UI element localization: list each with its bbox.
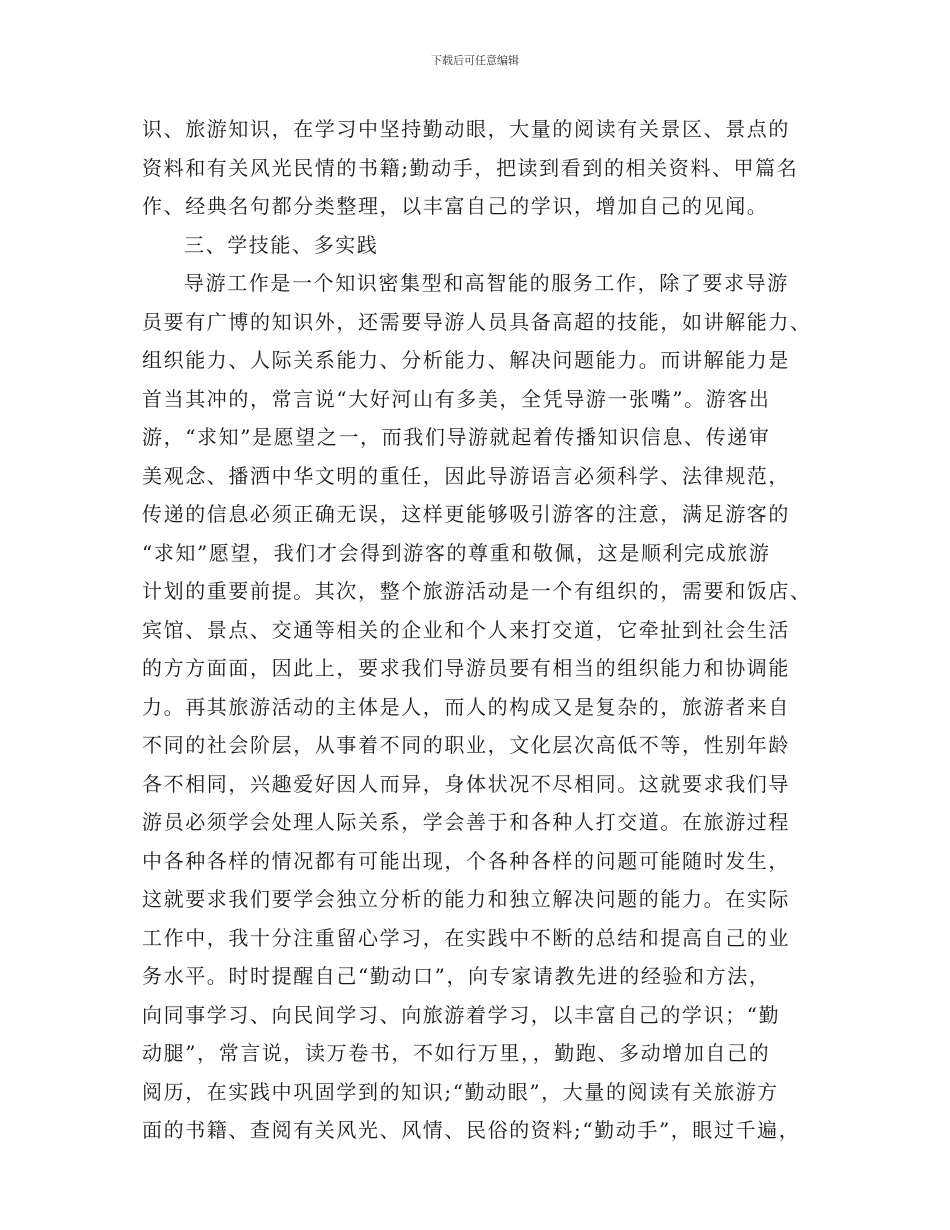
- page-header: 下载后可任意编辑: [431, 54, 519, 67]
- text-line: 游，“求知”是愿望之一，而我们导游就起着传播知识信息、传递审: [142, 425, 771, 449]
- text-line: 宾馆、景点、交通等相关的企业和个人来打交道，它牵扯到社会生活: [142, 617, 790, 642]
- text-line: 游员必须学会处理人际关系，学会善于和各种人打交道。在旅游过程: [142, 810, 790, 834]
- text-line: 三、学技能、多实践: [184, 232, 379, 257]
- text-line: 中各种各样的情况都有可能出现，个各种各样的问题可能随时发生，: [142, 848, 790, 873]
- text-line: 组织能力、人际关系能力、分析能力、解决问题能力。而讲解能力是: [142, 348, 790, 372]
- text-line: 各不相同，兴趣爱好因人而异，身体状况不尽相同。这就要求我们导: [142, 771, 790, 796]
- text-line: “求知”愿望，我们才会得到游客的尊重和敬佩，这是顺利完成旅游: [142, 540, 771, 565]
- text-line: 传递的信息必须正确无误，这样更能够吸引游客的注意，满足游客的: [142, 502, 790, 526]
- text-line: 美观念、播洒中华文明的重任，因此导游语言必须科学、法律规范，: [142, 463, 790, 488]
- text-line: 计划的重要前提。其次，整个旅游活动是一个有组织的，需要和饭店、: [142, 579, 812, 603]
- text-line: 作、经典名句都分类整理，以丰富自己的学识，增加自己的见闻。: [142, 194, 769, 218]
- text-line: 员要有广博的知识外，还需要导游人员具备高超的技能，如讲解能力、: [142, 309, 812, 334]
- text-line: 这就要求我们要学会独立分析的能力和独立解决问题的能力。在实际: [142, 887, 790, 911]
- text-line: 力。再其旅游活动的主体是人，而人的构成又是复杂的，旅游者来自: [142, 694, 790, 719]
- text-line: 面的书籍、查阅有关风光、风情、民俗的资料;“勤动手”，眼过千遍，: [142, 1118, 801, 1142]
- text-line: 不同的社会阶层，从事着不同的职业，文化层次高低不等，性别年龄: [142, 733, 790, 757]
- text-line: 识、旅游知识，在学习中坚持勤动眼，大量的阅读有关景区、景点的: [142, 117, 790, 141]
- text-line: 动腿”，常言说，读万卷书，不如行万里，，勤跑、多动增加自己的: [142, 1041, 771, 1065]
- text-line: 向同事学习、向民间学习、向旅游着学习，以丰富自己的学识；“勤: [142, 1002, 781, 1027]
- text-line: 的方方面面，因此上，要求我们导游员要有相当的组织能力和协调能: [142, 656, 790, 680]
- text-line: 导游工作是一个知识密集型和高智能的服务工作，除了要求导游: [184, 271, 789, 295]
- text-line: 工作中，我十分注重留心学习，在实践中不断的总结和提高自己的业: [142, 925, 790, 950]
- text-line: 务水平。时时提醒自己“勤动口”，向专家请教先进的经验和方法，: [142, 964, 771, 988]
- text-line: 资料和有关风光民情的书籍;勤动手，把读到看到的相关资料、甲篇名: [142, 155, 799, 180]
- body-text: [142, 110, 832, 1150]
- text-line: 阅历，在实践中巩固学到的知识;“勤动眼”，大量的阅读有关旅游方: [142, 1079, 779, 1104]
- text-line: 首当其冲的，常言说“大好河山有多美，全凭导游一张嘴”。游客出: [142, 386, 771, 411]
